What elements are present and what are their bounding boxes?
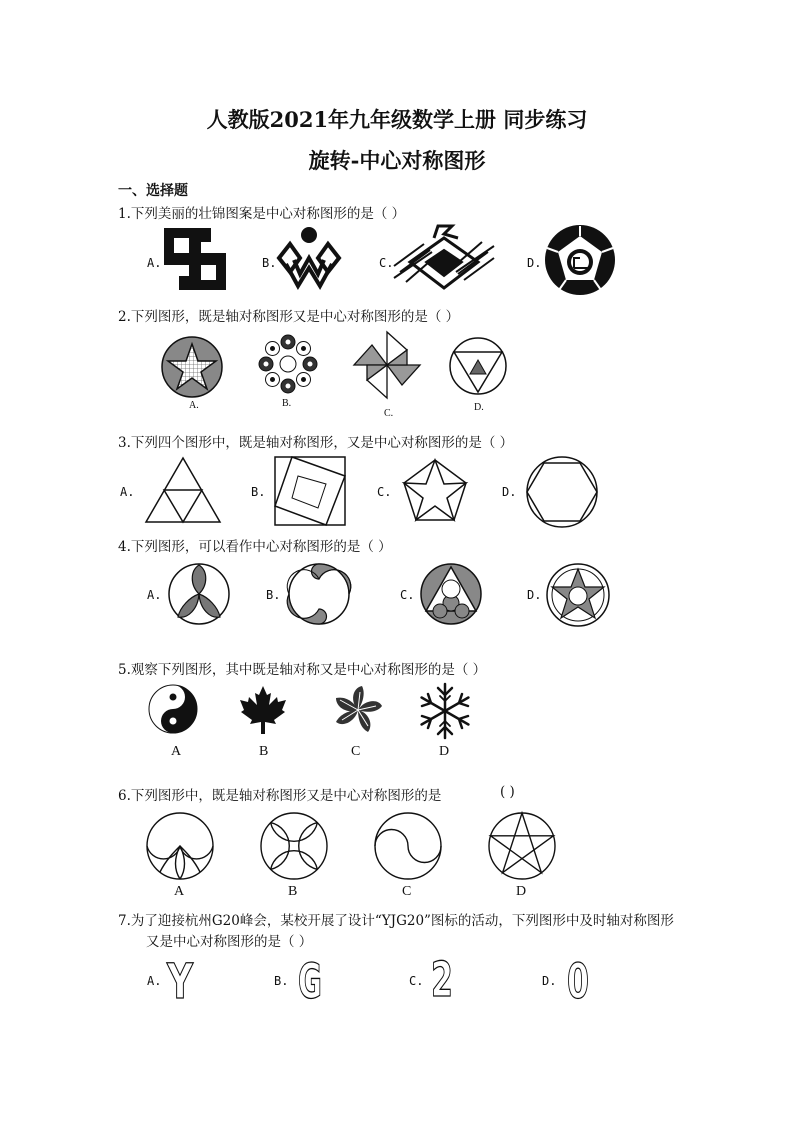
- q4-three-leaf-circle-figure: [168, 563, 230, 625]
- q7-option-c-label: C.: [409, 974, 424, 988]
- q6-three-arc-circle-figure: [146, 812, 214, 880]
- question-6-text: 6.下列图形中，既是轴对称图形又是中心对称图形的是: [118, 788, 442, 804]
- q7-outline-letter-g: [296, 954, 324, 1010]
- question-4-text: 4.下列图形，可以看作中心对称图形的是（ ）: [118, 539, 392, 555]
- q2-triangle-in-circle-figure: [448, 336, 508, 396]
- q4-option-a-label: A.: [147, 588, 162, 602]
- question-7-text-line2: 又是中心对称图形的是（ ）: [146, 934, 313, 950]
- q6-pentagram-circle-figure: [488, 812, 556, 880]
- page-subtitle: 旋转-中心对称图形: [308, 148, 486, 173]
- q7-option-a-label: A.: [147, 974, 162, 988]
- q2-option-a-label: A.: [189, 400, 199, 411]
- q5-option-d-label: D: [439, 744, 450, 759]
- q5-option-a-label: A: [171, 744, 182, 759]
- svg-text:Y: Y: [166, 954, 194, 1010]
- question-7-text-line1: 7.为了迎接杭州G20峰会，某校开展了设计“YJG20”图标的活动，下列图形中及时轴对称图形: [118, 913, 674, 929]
- q5-option-c-label: C: [351, 744, 361, 759]
- q7-outline-digit-2: [428, 952, 456, 1008]
- q3-triforce-triangle-figure: [144, 456, 222, 524]
- q3-hexagon-in-circle-figure: [526, 456, 598, 528]
- q4-option-c-label: C.: [400, 588, 415, 602]
- q2-option-d-label: D.: [474, 402, 484, 413]
- q7-outline-digit-0: [564, 954, 592, 1010]
- q2-flower-rosette-figure: [258, 334, 318, 394]
- section-heading: 一、选择题: [118, 183, 188, 199]
- q1-bird-lattice-figure: [394, 222, 494, 294]
- q1-option-b-label: B.: [262, 256, 277, 270]
- question-2-text: 2.下列图形，既是轴对称图形又是中心对称图形的是（ ）: [118, 309, 460, 325]
- q3-option-b-label: B.: [251, 485, 266, 499]
- q1-option-c-label: C.: [379, 256, 394, 270]
- q6-option-a-label: A: [174, 884, 185, 899]
- q7-option-b-label: B.: [274, 974, 289, 988]
- question-5-text: 5.观察下列图形，其中既是轴对称又是中心对称图形的是（ ）: [118, 662, 487, 678]
- svg-text:0: 0: [567, 954, 589, 1010]
- q4-option-b-label: B.: [266, 588, 281, 602]
- q1-pentagon-medallion-figure: [544, 224, 616, 296]
- q5-snowflake-figure: [416, 682, 474, 740]
- q3-square-in-square-figure: [274, 456, 346, 526]
- svg-text:G: G: [298, 954, 322, 1010]
- q4-star-flower-figure: [546, 563, 610, 627]
- q6-option-c-label: C: [402, 884, 412, 899]
- q5-option-b-label: B: [259, 744, 269, 759]
- q4-swirl-circle-figure: [288, 563, 350, 625]
- q7-outline-letter-y: [166, 954, 194, 1010]
- q6-option-d-label: D: [516, 884, 527, 899]
- q6-option-b-label: B: [288, 884, 298, 899]
- question-6-answer-blank: ( ): [500, 784, 515, 800]
- q4-option-d-label: D.: [527, 588, 542, 602]
- q1-diamond-people-figure: [276, 224, 342, 290]
- q2-option-c-label: C.: [384, 408, 394, 419]
- q4-triangle-circles-figure: [420, 563, 482, 625]
- q1-swastika-pattern-figure: [164, 228, 226, 290]
- q3-option-c-label: C.: [377, 485, 392, 499]
- q6-s-curve-circle-figure: [374, 812, 442, 880]
- q5-bauhinia-flower-figure: [332, 684, 384, 736]
- q3-star-in-pentagon-figure: [402, 458, 468, 524]
- q2-pinwheel-figure: [352, 330, 422, 400]
- q2-option-b-label: B.: [282, 398, 292, 409]
- q3-option-d-label: D.: [502, 485, 517, 499]
- q2-star-in-circle-figure: [161, 336, 223, 398]
- q3-option-a-label: A.: [120, 485, 135, 499]
- q6-four-arc-circle-figure: [260, 812, 328, 880]
- q1-option-a-label: A.: [147, 256, 162, 270]
- question-3-text: 3.下列四个图形中，既是轴对称图形，又是中心对称图形的是（ ）: [118, 435, 514, 451]
- q5-yin-yang-figure: [148, 684, 198, 734]
- q7-option-d-label: D.: [542, 974, 557, 988]
- q5-maple-leaf-figure: [240, 686, 286, 734]
- svg-text:2: 2: [431, 952, 453, 1008]
- question-1-text: 1.下列美丽的壮锦图案是中心对称图形的是（ ）: [118, 206, 406, 222]
- page-title: 人教版2021年九年级数学上册 同步练习: [206, 107, 588, 132]
- q1-option-d-label: D.: [527, 256, 542, 270]
